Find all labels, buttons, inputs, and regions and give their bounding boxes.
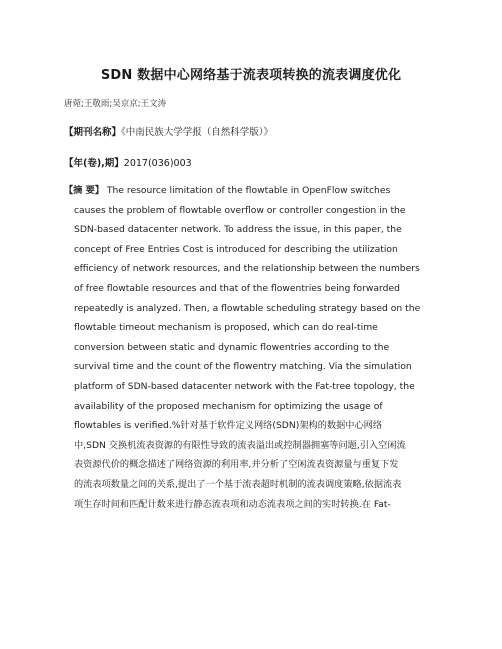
abstract-line: causes the problem of flowtable overflow or controller congestion in the bbox=[74, 204, 406, 216]
abstract-line: concept of Free Entries Cost is introduced for describing the utilization bbox=[74, 243, 398, 255]
abstract-line: platform of SDN-based datacenter network with the Fat-tree topology, the bbox=[74, 380, 415, 392]
year-volume-issue-value: 2017(036)003 bbox=[123, 158, 192, 169]
abstract-line: flowtable timeout mechanism is proposed, which can do real-time bbox=[74, 322, 378, 334]
authors: 唐菀;王敬雨;吴京京;王文涛 bbox=[64, 99, 167, 109]
abstract-line: flowtables is verified.%针对基于软件定义网络(SDN)架构的数据中心网络 bbox=[74, 420, 383, 432]
abstract-line: 中,SDN 交换机流表资源的有限性导致的流表溢出或控制器拥塞等问题,引入空闲流 bbox=[74, 439, 406, 451]
abstract-line: efficiency of network resources, and the relationship between the numbers bbox=[74, 263, 420, 275]
journal-name-row bbox=[64, 124, 273, 138]
abstract-line: conversion between static and dynamic flowentries according to the bbox=[74, 341, 390, 353]
abstract-line: repeatedly is analyzed. Then, a flowtable scheduling strategy based on the bbox=[74, 302, 421, 314]
abstract bbox=[64, 181, 440, 514]
journal-name-label: 【期刊名称】 bbox=[64, 127, 122, 138]
abstract-line: SDN-based datacenter network. To address the issue, in this paper, the bbox=[74, 224, 402, 236]
abstract-line: of free flowtable resources and that of the flowentries being forwarded bbox=[74, 282, 400, 294]
abstract-line: 表资源代价的概念描述了网络资源的利用率,并分析了空闲流表资源量与重复下发 bbox=[74, 459, 399, 471]
abstract-line: survival time and the count of the flowentry matching. Via the simulation bbox=[74, 361, 412, 373]
journal-name-value: 《中南民族大学学报（自然科学版）》 bbox=[121, 127, 274, 138]
abstract-line: availability of the proposed mechanism for optimizing the usage of bbox=[74, 400, 383, 412]
abstract-line: 的流表项数量之间的关系,提出了一个基于流表超时机制的流表调度策略,依据流表 bbox=[74, 478, 402, 490]
abstract-label: 【摘 要】 bbox=[64, 185, 104, 196]
year-volume-issue-row bbox=[64, 155, 192, 169]
paper-title: SDN 数据中心网络基于流表项转换的流表调度优化 bbox=[100, 68, 402, 83]
year-volume-issue-label: 【年(卷),期】 bbox=[64, 158, 124, 169]
abstract-line: 项生存时间和匹配计数来进行静态流表项和动态流表项之间的实时转换.在 Fat- bbox=[74, 498, 391, 510]
abstract-line: 【摘 要】 The resource limitation of the flowtable in OpenFlow switches bbox=[64, 185, 391, 196]
